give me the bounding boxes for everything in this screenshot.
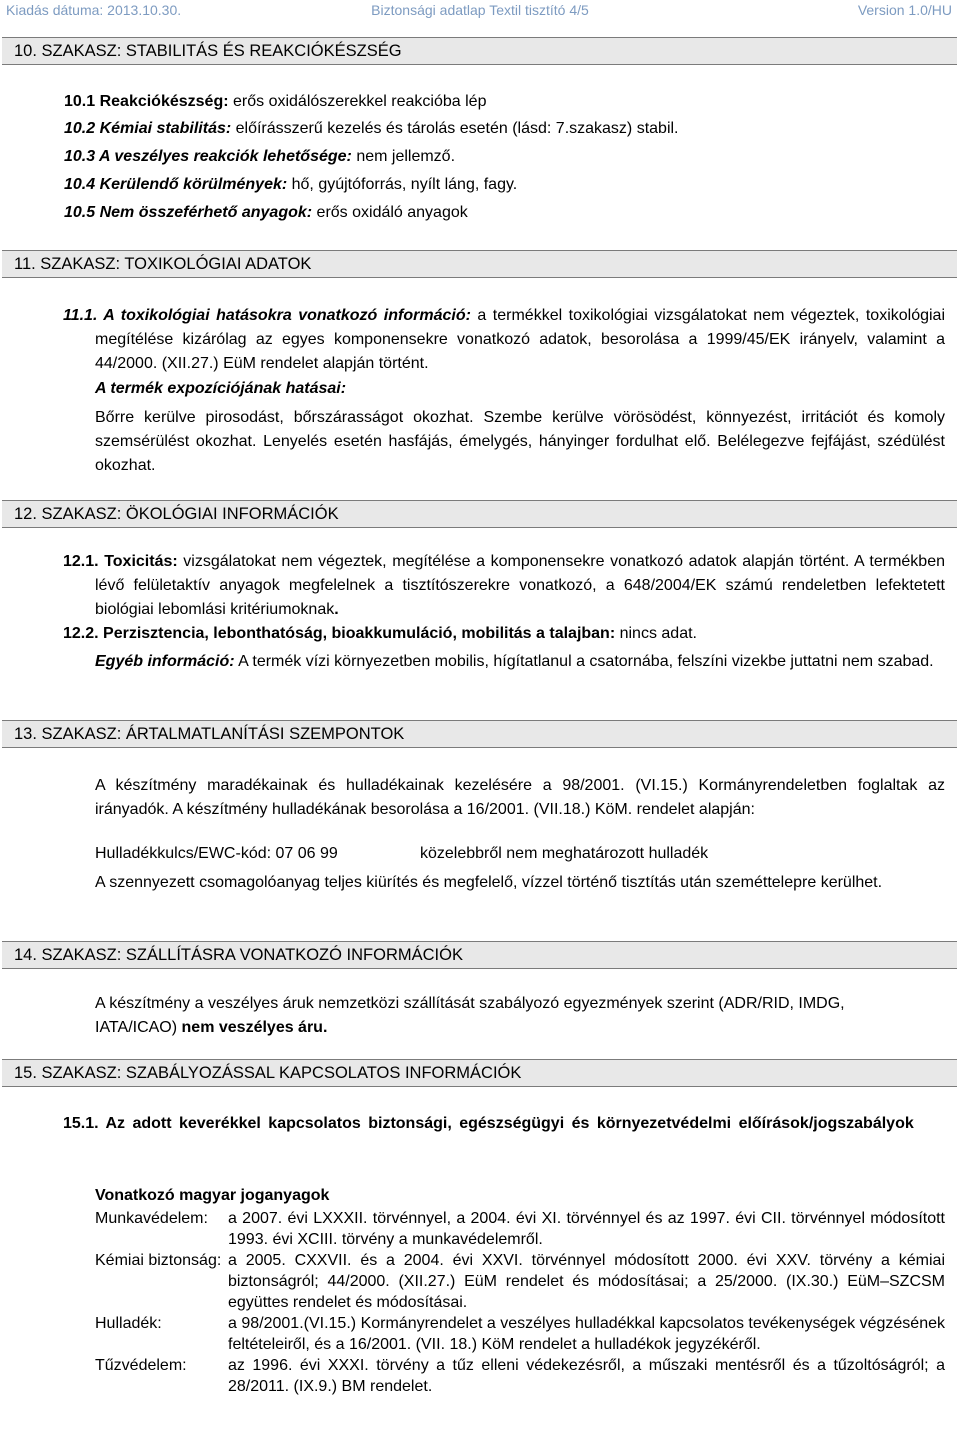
section-15-heading [2,1059,957,1087]
transport-text: A készítmény a veszélyes áruk nemzetközi szállítását szabályozó egyezmények szerint (ADR/RID, IMDG, IATA/ICAO) [95,995,845,1036]
law-text: a 2007. évi LXXXII. törvénnyel, a 2004. évi XI. törvénnyel és az 1997. évi CII. törvénnyel módosított 1993. évi XCIII. törvény a munkavédelemről. [228,1210,945,1248]
law-item [95,1313,945,1355]
section-12-title: 12. SZAKASZ: ÖKOLÓGIAI INFORMÁCIÓK [14,505,339,523]
section-12-heading [2,500,957,528]
law-text: a 2005. CXXVII. és a 2004. évi XXVI. törvénnyel módosított 2000. évi XXV. törvény a kémiai biztonságról; 44/2000. (XII.27.) EüM rendelet és módosításai; a 25/2000. (IX.30.) EüM–SZCSM együttes rendelet és módosításai. [228,1252,945,1311]
persistence-line [63,624,697,644]
disposal-paragraph: A készítmény maradékainak és hulladékainak kezelésére a 98/2001. (VI.15.) Kormányrendeletben foglaltak az irányadók. A készítmény hulladékának besorolása a 16/2001. (VII.18.) KöM. rendelet alapján: [95,777,945,818]
item-10-5 [64,203,468,223]
section-10-heading [2,37,957,65]
item-10-4 [64,175,517,195]
section-10-title: 10. SZAKASZ: STABILITÁS ÉS REAKCIÓKÉSZSÉG [14,42,402,60]
other-info-text: A termék vízi környezetben mobilis, hígítatlanul a csatornába, felszíni vizekbe juttatni nem szabad. [234,653,934,670]
page-header [0,0,960,22]
item-10-2 [64,119,679,139]
toxicity-text: vizsgálatokat nem végeztek, megítélése a komponensekre vonatkozó adatok alapján történt. A termékben lévő felületaktív anyagok megfelelnek a tisztítószerekre vonatkozó, a 648/2004/EK számú rendeletben lefektetett biológiai lebomlási kritériumoknak [95,553,946,618]
law-label: Munkavédelem: [95,1210,208,1227]
law-label: Kémiai biztonság: [95,1252,222,1269]
section-15-title: 15. SZAKASZ: SZABÁLYOZÁSSAL KAPCSOLATOS INFORMÁCIÓK [14,1064,522,1082]
ewc-description: közelebbről nem meghatározott hulladék [420,845,709,862]
section-13-heading [2,720,957,748]
laws-list [95,1208,945,1397]
item-label: 10.5 Nem összeférhető anyagok: [64,204,313,221]
toxicity-end: . [334,601,339,618]
toxicity-paragraph [63,550,946,622]
toxicity-label: 12.1. Toxicitás: [63,553,178,570]
item-text: előírásszerű kezelés és tárolás esetén (lásd: 7.szakasz) stabil. [231,120,679,137]
laws-title: Vonatkozó magyar joganyagok [95,1187,330,1204]
packaging-paragraph: A szennyezett csomagolóanyag teljes kiürítés és megfelelő, vízzel történő tisztítás után szeméttelepre kerülhet. [95,874,883,891]
exposure-text: Bőrre kerülve pirosodást, bőrszárasságot okozhat. Szembe kerülve vörösödést, könnyezést, irritációt és komoly szemsérülést okozhat. Lenyelés esetén hasfájás, émelygés, hányinger fordulhat elő. Belélegezve fejfájást, szédülést okozhat. [95,409,945,474]
item-label: 10.2 Kémiai stabilitás: [64,120,232,137]
law-item [95,1208,945,1250]
persistence-label: 12.2. Perzisztencia, lebonthatóság, bioakkumuláció, mobilitás a talajban: [63,625,616,642]
item-text: erős oxidáló anyagok [312,204,468,221]
item-label: 10.3 A veszélyes reakciók lehetősége: [64,148,352,165]
item-text: erős oxidálószerekkel reakcióba lép [228,93,487,110]
other-info-label: Egyéb információ: [95,653,235,670]
transport-paragraph [95,992,925,1040]
item-label: 10.1 Reakciókészség: [64,93,229,110]
law-text: a 98/2001.(VI.15.) Kormányrendelet a veszélyes hulladékkal kapcsolatos tevékenységek végzésének feltételeiről, és a 16/2001. (VII. 18.) KöM rendelet a hulladékok jegyzékéről. [228,1315,945,1353]
tox-info-label: 11.1. A toxikológiai hatásokra vonatkozó információ: [63,307,471,324]
section-14-heading [2,941,957,969]
section-11-title: 11. SZAKASZ: TOXIKOLÓGIAI ADATOK [14,255,312,273]
law-item [95,1355,945,1397]
regulations-heading: 15.1. Az adott keverékkel kapcsolatos biztonsági, egészségügyi és környezetvédelmi előírások/jogszabályok [63,1115,914,1132]
exposure-title: A termék expozíciójának hatásai: [95,380,347,397]
item-text: nem jellemző. [351,148,456,165]
item-label: 10.4 Kerülendő körülmények: [64,176,288,193]
item-10-1 [64,92,486,112]
law-item [95,1250,945,1313]
section-14-title: 14. SZAKASZ: SZÁLLÍTÁSRA VONATKOZÓ INFORMÁCIÓK [14,946,463,964]
section-11-heading [2,250,957,278]
tox-info-text: a termékkel toxikológiai vizsgálatokat nem végeztek, toxikológiai megítélése kizárólag az egyes komponensekre vonatkozó adatok, besorolása a 1999/45/EK irányelv, valamint a 44/2000. (XII.27.) EüM rendelet alapján történt. [95,307,946,372]
other-info-paragraph [95,650,945,674]
transport-status: nem veszélyes áru. [181,1019,328,1036]
tox-info-paragraph [63,304,946,376]
law-label: Hulladék: [95,1315,162,1332]
item-text: hő, gyújtóforrás, nyílt láng, fagy. [287,176,518,193]
ewc-code: Hulladékkulcs/EWC-kód: 07 06 99 [95,845,338,862]
persistence-text: nincs adat. [615,625,697,642]
law-label: Tűzvédelem: [95,1357,187,1374]
item-10-3 [64,147,455,167]
version-label: Version 1.0/HU [857,2,952,18]
law-text: az 1996. évi XXXI. törvény a tűz elleni védekezésről, a műszaki mentésről és a tűzoltóságról; a 28/2011. (IX.9.) BM rendelet. [228,1357,945,1395]
issue-date: Kiadás dátuma: 2013.10.30. [6,2,182,18]
document-title: Biztonsági adatlap Textil tisztító 4/5 [371,2,589,18]
section-13-title: 13. SZAKASZ: ÁRTALMATLANÍTÁSI SZEMPONTOK [14,725,405,743]
